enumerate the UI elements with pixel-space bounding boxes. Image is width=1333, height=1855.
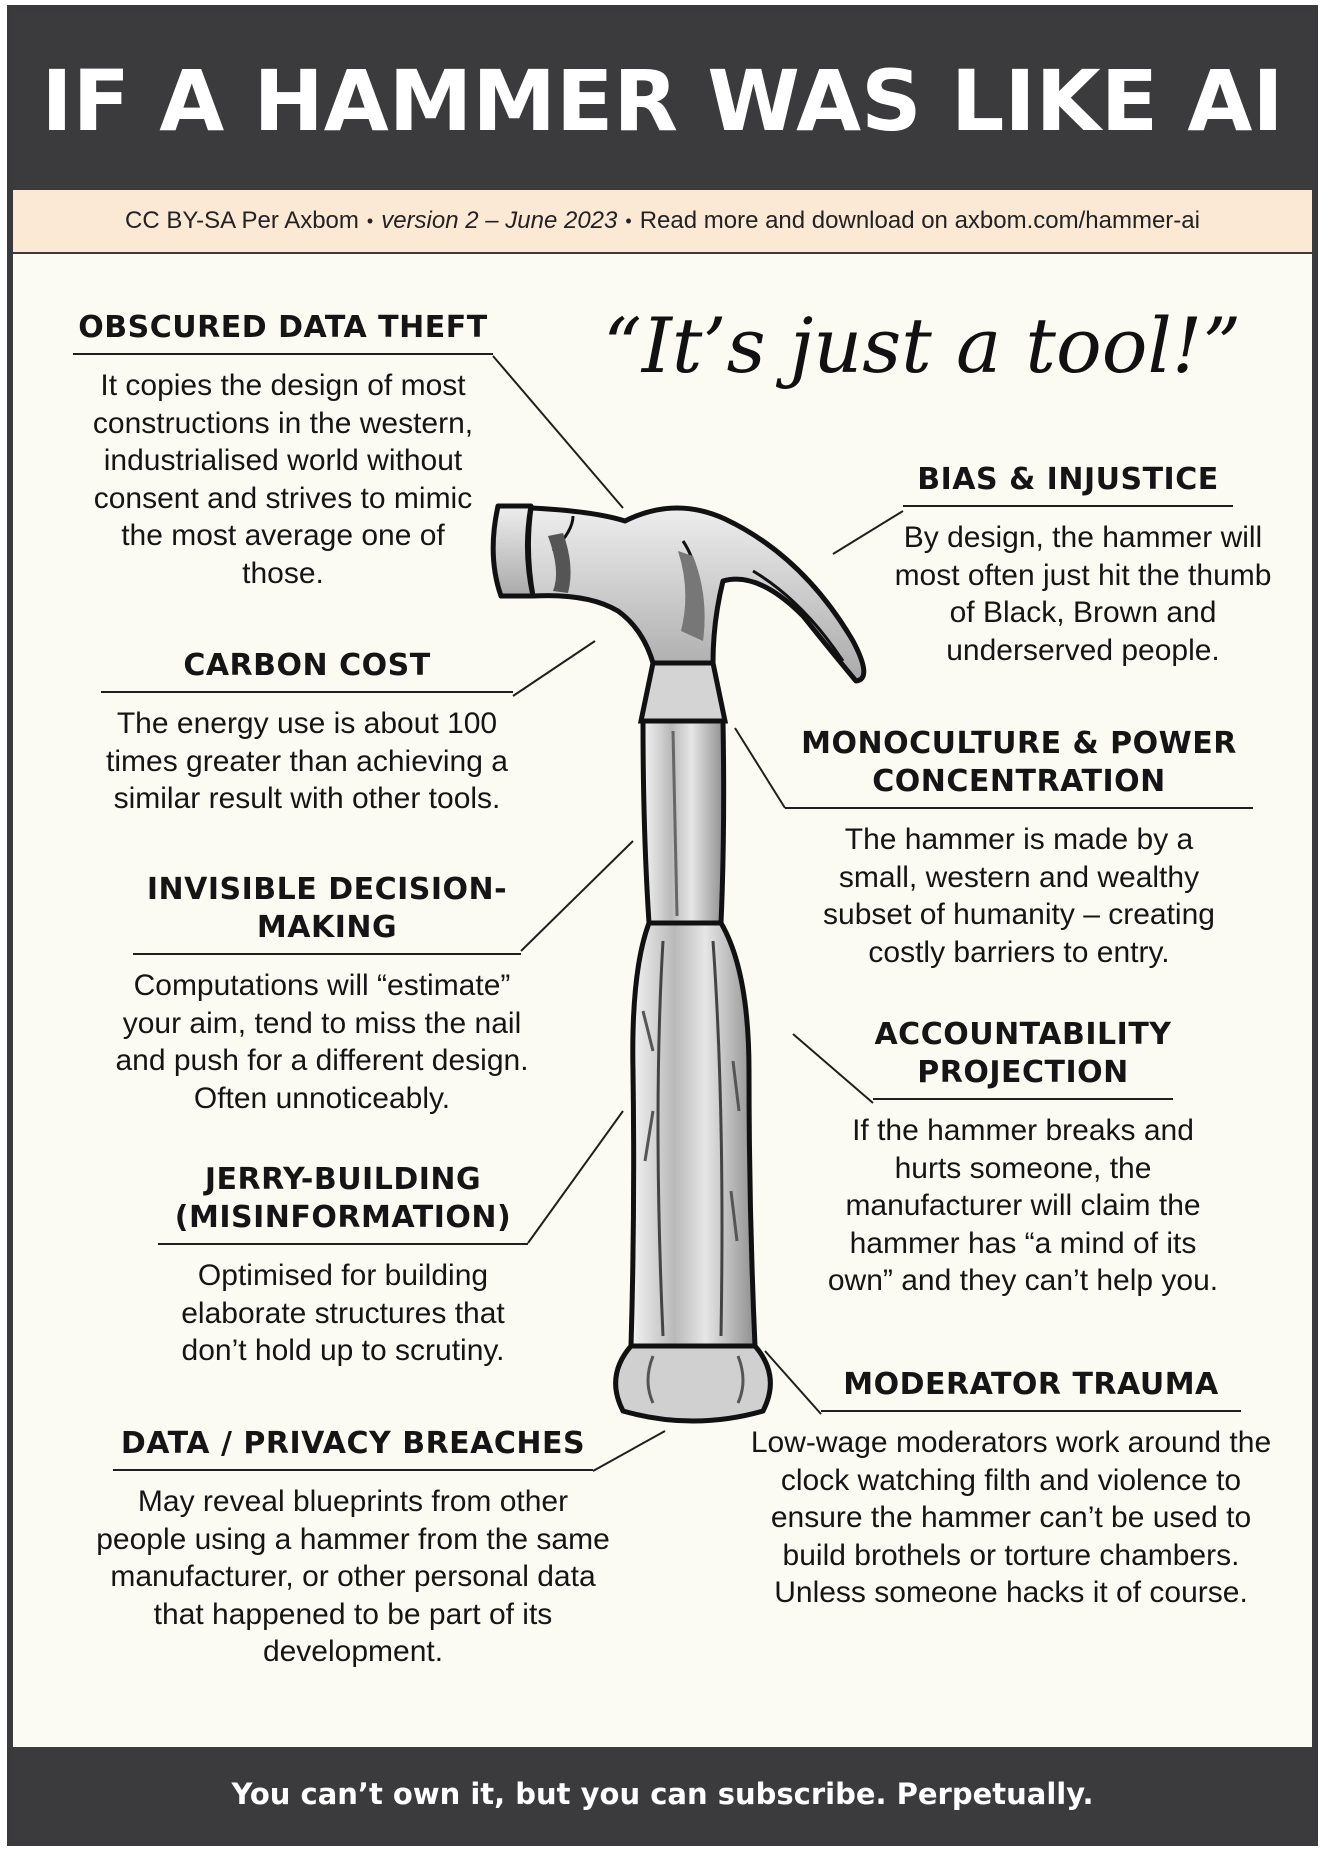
card-body: The hammer is made by a small, western and wealthy subset of humanity – creating costly barriers to entry.	[823, 823, 1215, 969]
card-title: INVISIBLE DECISION-MAKING	[133, 871, 521, 955]
hammer-shaft	[643, 721, 724, 923]
card-body: The energy use is about 100 times greater than achieving a similar result with other tools.	[106, 707, 508, 815]
card-invisible-decision-making	[115, 871, 529, 1117]
infographic-poster	[7, 5, 1318, 1846]
hammer-collar	[641, 663, 725, 721]
card-body: Computations will “estimate” your aim, tend to miss the nail and push for a different design. Often unnoticeably.	[115, 969, 529, 1115]
card-title: CARBON COST	[101, 647, 513, 693]
card-monoculture-power	[785, 725, 1253, 971]
card-title: BIAS & INJUSTICE	[903, 461, 1233, 507]
bullet-separator: •	[366, 210, 374, 231]
card-moderator-trauma	[750, 1366, 1272, 1612]
card-body: Low-wage moderators work around the clock watching filth and violence to ensure the hammer can’t be used to build brothels or torture chambers. Unless someone hacks it of course.	[750, 1426, 1272, 1609]
footer-banner	[13, 1747, 1312, 1840]
license-text: CC BY-SA Per Axbom	[125, 207, 359, 234]
card-body: If the hammer breaks and hurts someone, the manufacturer will claim the hammer has “a mind of its own” and they can’t help you.	[827, 1114, 1219, 1297]
card-body: It copies the design of most constructions in the western, industrialised world without consent and strives to mimic the most average one of those.	[92, 369, 474, 590]
card-title: DATA / PRIVACY BREACHES	[113, 1425, 593, 1471]
hammer-head	[493, 506, 864, 681]
quote-text: “It’s just a tool!”	[603, 301, 1242, 390]
version-text: version 2 – June 2023	[381, 207, 618, 234]
read-more-text: Read more and download on axbom.com/hammer-ai	[639, 207, 1200, 234]
card-jerry-building	[158, 1161, 528, 1370]
card-body: Optimised for building elaborate structures that don’t hold up to scrutiny.	[181, 1259, 505, 1367]
card-title: OBSCURED DATA THEFT	[73, 309, 493, 355]
card-carbon-cost	[101, 647, 513, 818]
footer-tagline: You can’t own it, but you can subscribe. Perpetually.	[231, 1776, 1094, 1811]
card-data-privacy-breaches	[96, 1425, 610, 1671]
card-bias-injustice	[894, 461, 1272, 669]
card-body: By design, the hammer will most often just hit the thumb of Black, Brown and underserved people.	[894, 521, 1272, 667]
card-accountability-projection	[827, 1016, 1219, 1300]
card-title: MODERATOR TRAUMA	[821, 1366, 1241, 1412]
page-title: IF A HAMMER WAS LIKE AI	[41, 51, 1284, 150]
hammer-butt-cap	[616, 1346, 771, 1421]
card-title: ACCOUNTABILITY PROJECTION	[873, 1016, 1173, 1100]
card-obscured-data-theft	[73, 309, 493, 592]
card-body: May reveal blueprints from other people using a hammer from the same manufacturer, or other personal data that happened to be part of its development.	[96, 1485, 610, 1668]
card-title: MONOCULTURE & POWER CONCENTRATION	[785, 725, 1253, 809]
card-title: JERRY-BUILDING (MISINFORMATION)	[158, 1161, 528, 1245]
bullet-separator: •	[625, 210, 632, 231]
